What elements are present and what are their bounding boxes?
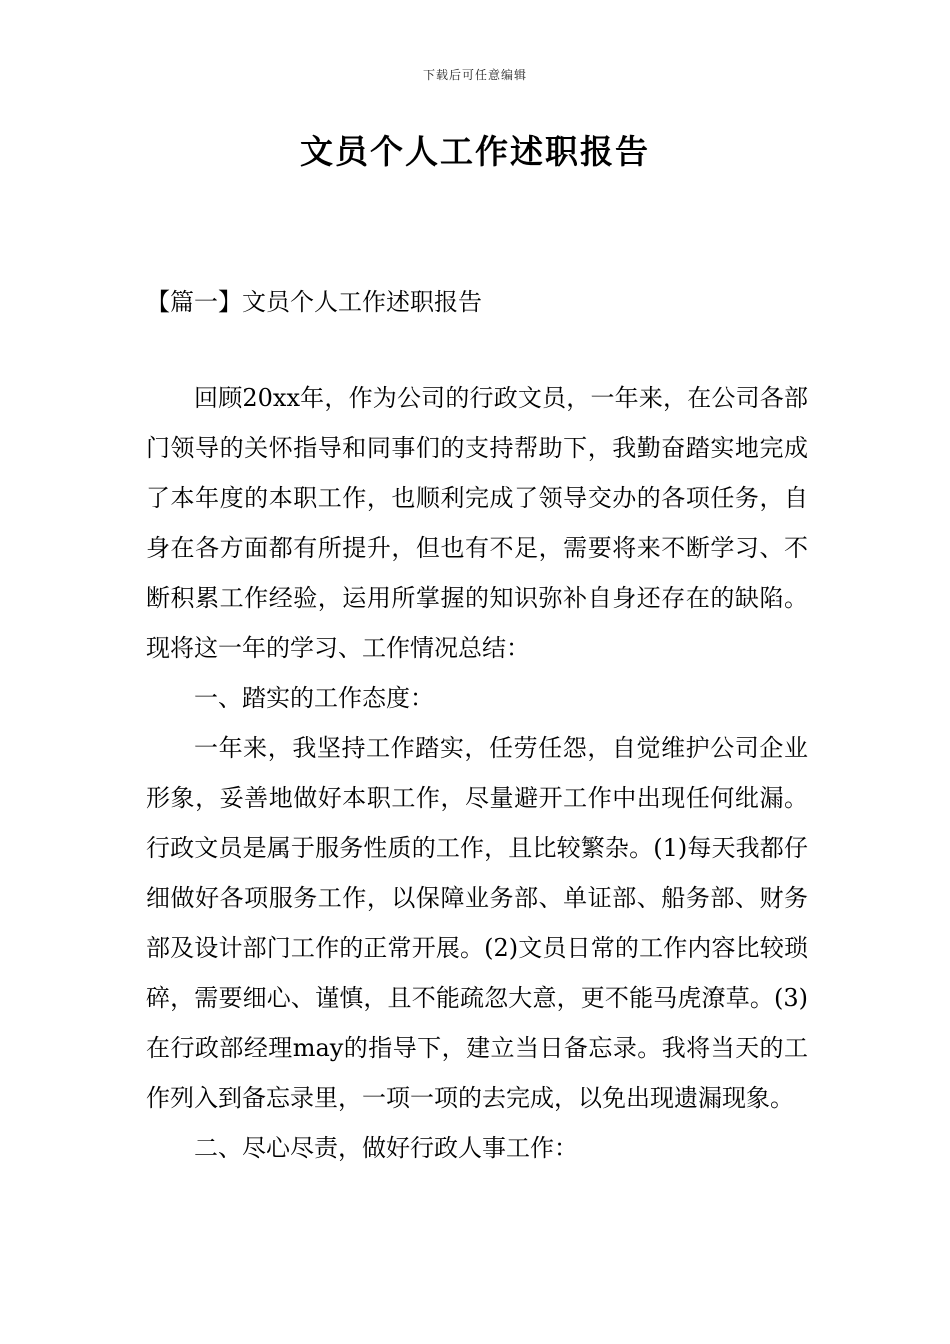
paragraph-heading-2: 二、尽心尽责，做好行政人事工作： (194, 1134, 578, 1162)
paragraph-intro: 回顾20xx年，作为公司的行政文员，一年来，在公司各部门领导的关怀指导和同事们的支持帮助下，我勤奋踏实地完成了本年度的本职工作，也顺利完成了领导交办的各项任务，自身在各方面都有所提升，但也有不足，需要将来不断学习、不断积累工作经验，运用所掌握的知识弥补自身还存在的缺陷。现将这一年的学习、工作情况总结： (146, 384, 808, 662)
paragraph-heading-1: 一、踏实的工作态度： (194, 684, 434, 712)
document-body (146, 373, 808, 1173)
document-title: 文员个人工作述职报告 (300, 132, 650, 171)
header-note: 下载后可任意编辑 (422, 68, 527, 82)
paragraph-work-attitude: 一年来，我坚持工作踏实，任劳任怨，自觉维护公司企业形象，妥善地做好本职工作，尽量避开工作中出现任何纰漏。行政文员是属于服务性质的工作，且比较繁杂。(1)每天我都仔细做好各项服务工作，以保障业务部、单证部、船务部、财务部及设计部门工作的正常开展。(2)文员日常的工作内容比较琐碎，需要细心、谨慎，且不能疏忽大意，更不能马虎潦草。(3)在行政部经理may的指导下，建立当日备忘录。我将当天的工作列入到备忘录里，一项一项的去完成，以免出现遗漏现象。 (146, 734, 808, 1112)
section-heading: 【篇一】文员个人工作述职报告 (146, 288, 482, 316)
